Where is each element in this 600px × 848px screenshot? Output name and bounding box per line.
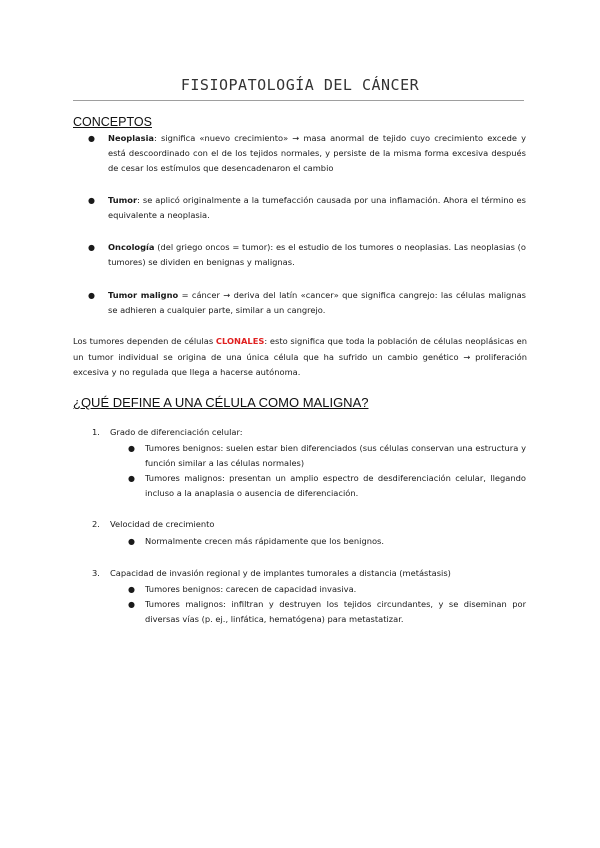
sub-item-text: Tumores benignos: suelen estar bien diferenciados (sus células conservan una estructura y función similar a las células normales)	[145, 443, 526, 468]
bullet-icon: ●	[88, 291, 95, 300]
sub-item	[128, 471, 526, 501]
concept-item-neoplasia	[86, 131, 526, 176]
bullet-icon: ●	[128, 474, 135, 483]
concept-item-tumor-maligno	[86, 288, 526, 318]
bullet-icon: ●	[88, 196, 95, 205]
concept-term: Oncología	[108, 242, 155, 252]
page-title: FISIOPATOLOGÍA DEL CÁNCER	[180, 76, 420, 94]
conceptos-heading: CONCEPTOS	[73, 115, 152, 129]
define-heading: ¿QUÉ DEFINE A UNA CÉLULA COMO MALIGNA?	[73, 395, 369, 410]
criterion-item	[92, 425, 243, 440]
concept-text: : se aplicó originalmente a la tumefacción causada por una inflamación. Ahora el término es equivalente a neoplasia.	[108, 195, 526, 220]
concept-item-tumor	[86, 193, 526, 223]
concept-term: Tumor	[108, 195, 138, 205]
concept-text: : significa «nuevo crecimiento» → masa anormal de tejido cuyo crecimiento excede y está descoordinado con el de los tejidos normales, y persiste de la misma forma excesiva después de cesar los estímulos que desencadenaron el cambio	[108, 133, 526, 173]
concept-text: (del griego oncos = tumor): es el estudio de los tumores o neoplasias. Las neoplasias (o tumores) se dividen en benignas y malignas.	[108, 242, 526, 267]
sub-item	[128, 597, 526, 627]
clonales-paragraph	[73, 334, 527, 381]
concept-item-oncologia	[86, 240, 526, 270]
criterion-label: Velocidad de crecimiento	[110, 519, 215, 529]
concept-text: = cáncer → deriva del latín «cancer» que significa cangrejo: las células malignas se adhieren a cualquier parte, similar a un cangrejo.	[108, 290, 526, 315]
criterion-item	[92, 566, 451, 581]
bullet-icon: ●	[128, 537, 135, 546]
sub-item-text: Tumores malignos: presentan un amplio espectro de desdiferenciación celular, llegando incluso a la anaplasia o ausencia de diferenciación.	[145, 473, 526, 498]
sub-item	[128, 582, 526, 597]
bullet-icon: ●	[128, 444, 135, 453]
sub-item	[128, 534, 526, 549]
criterion-item	[92, 517, 215, 532]
sub-item-text: Normalmente crecen más rápidamente que los benignos.	[145, 536, 385, 546]
criterion-number: 1.	[92, 427, 100, 437]
criterion-label: Capacidad de invasión regional y de implantes tumorales a distancia (metástasis)	[110, 568, 451, 578]
sub-item	[128, 441, 526, 471]
title-divider	[73, 100, 524, 101]
criterion-number: 3.	[92, 568, 100, 578]
bullet-icon: ●	[88, 243, 95, 252]
concept-term: Neoplasia	[108, 133, 155, 143]
bullet-icon: ●	[88, 134, 95, 143]
concept-term: Tumor maligno	[108, 290, 179, 300]
criterion-number: 2.	[92, 519, 100, 529]
clonales-highlight: CLONALES	[215, 336, 265, 346]
bullet-icon: ●	[128, 585, 135, 594]
sub-item-text: Tumores benignos: carecen de capacidad invasiva.	[145, 584, 357, 594]
criterion-label: Grado de diferenciación celular:	[110, 427, 243, 437]
sub-item-text: Tumores malignos: infiltran y destruyen los tejidos circundantes, y se diseminan por diversas vías (p. ej., linfática, hematógena) para metastatizar.	[145, 599, 526, 624]
bullet-icon: ●	[128, 600, 135, 609]
clonales-before: Los tumores dependen de células	[73, 336, 216, 346]
clonales-after: : esto significa que toda la población de células neoplásicas en un tumor individual se origina de una única célula que ha sufrido un cambio genético → proliferación excesiva y no regulada que llega a hacerse autónoma.	[73, 336, 527, 377]
